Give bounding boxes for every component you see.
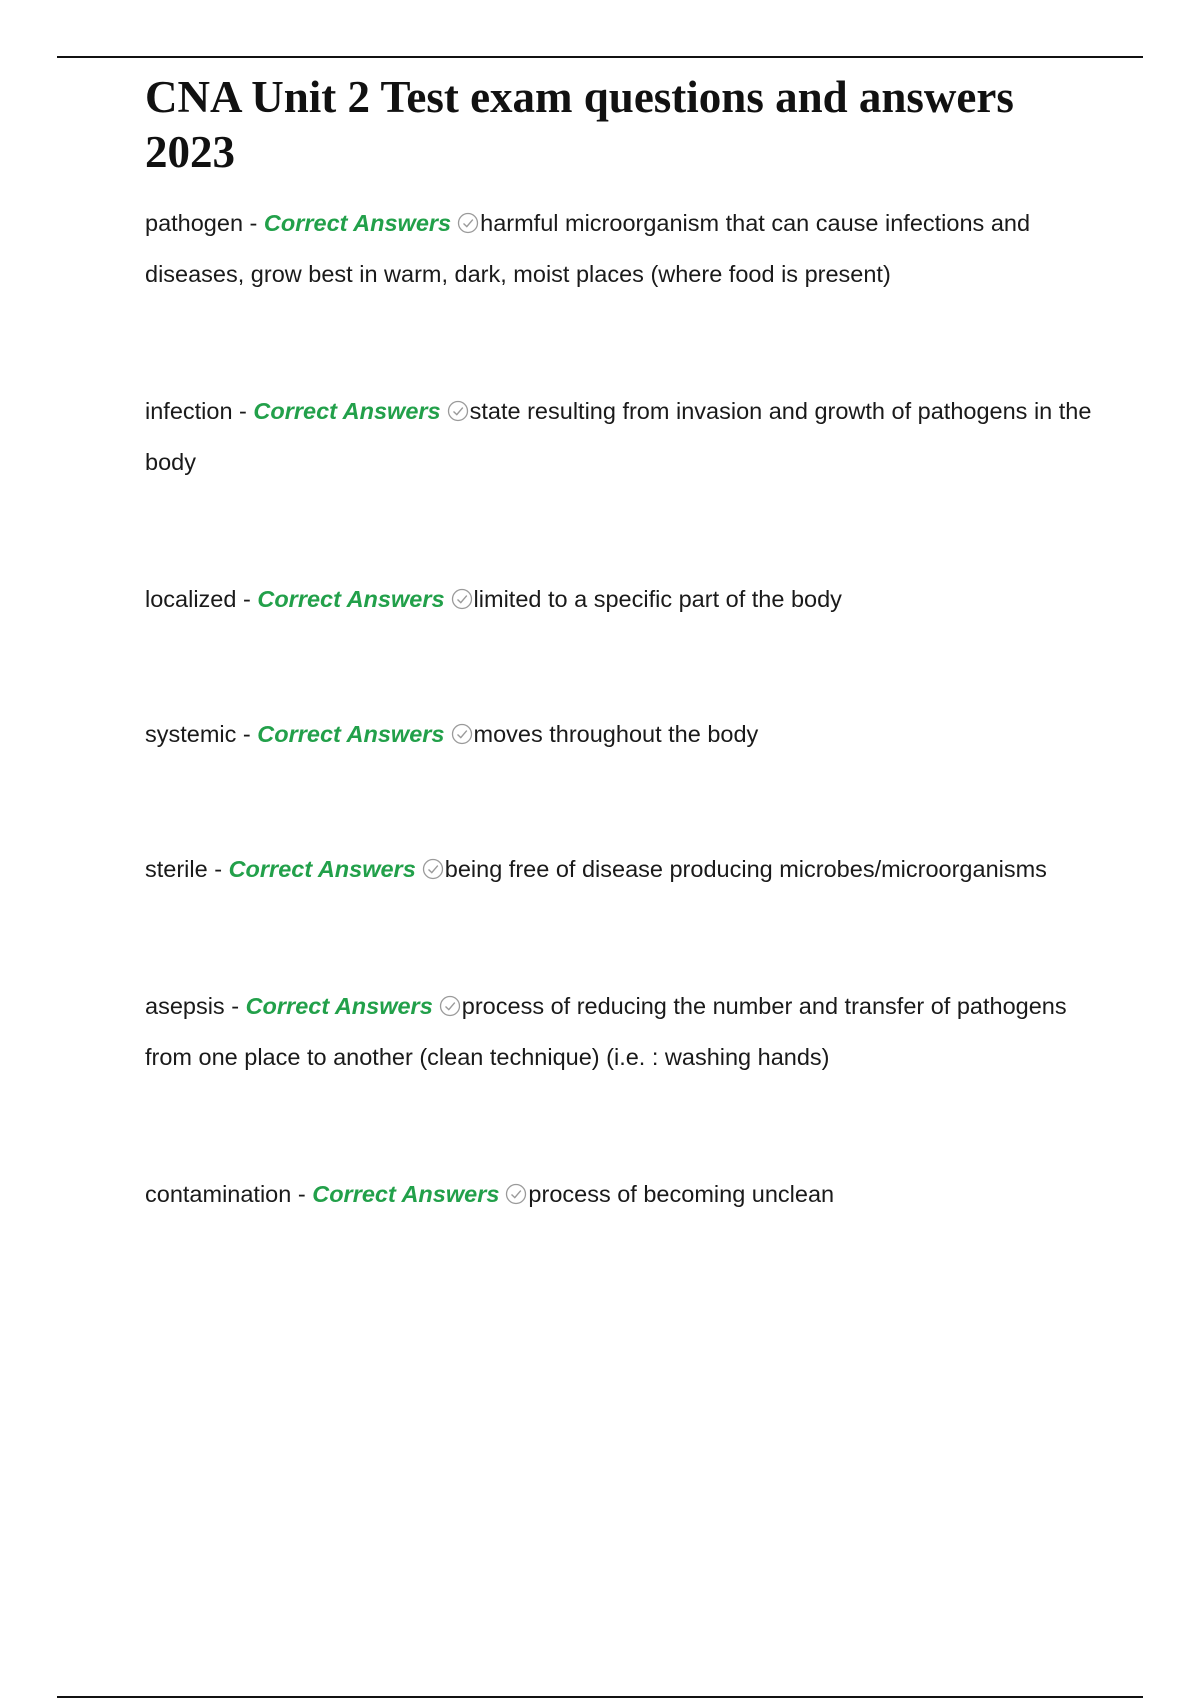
qa-item	[145, 198, 1105, 300]
qa-item	[145, 574, 1105, 625]
qa-separator: -	[236, 721, 258, 747]
correct-answers-label: Correct Answers	[245, 993, 433, 1019]
qa-separator: -	[243, 210, 264, 236]
checkmark-badge-icon	[439, 995, 461, 1017]
correct-answers-label: Correct Answers	[312, 1181, 500, 1207]
qa-definition: moves throughout the body	[473, 721, 759, 747]
correct-answers-label: Correct Answers	[257, 586, 445, 612]
qa-term: asepsis	[145, 993, 225, 1019]
checkmark-badge-icon	[451, 588, 473, 610]
bottom-rule	[57, 1696, 1143, 1698]
qa-definition: process of becoming unclean	[528, 1181, 835, 1207]
qa-definition: process of reducing the number and transfer of pathogens from one place to another (clean technique) (i.e. : washing hands)	[145, 993, 1067, 1070]
correct-answers-label: Correct Answers	[257, 721, 445, 747]
qa-item	[145, 1169, 1105, 1220]
qa-term: contamination	[145, 1181, 292, 1207]
qa-item	[145, 981, 1105, 1083]
checkmark-badge-icon	[451, 723, 473, 745]
qa-separator: -	[232, 398, 254, 424]
qa-item	[145, 386, 1105, 488]
qa-term: pathogen	[145, 210, 244, 236]
correct-answers-label: Correct Answers	[228, 856, 416, 882]
correct-answers-label: Correct Answers	[253, 398, 441, 424]
qa-term: systemic	[145, 721, 237, 747]
qa-term: localized	[145, 586, 237, 612]
qa-definition: harmful microorganism that can cause infections and diseases, grow best in warm, dark, moist places (where food is present)	[145, 210, 1031, 287]
correct-answers-label: Correct Answers	[263, 210, 452, 236]
qa-separator: -	[291, 1181, 313, 1207]
top-rule	[57, 56, 1143, 58]
checkmark-badge-icon	[447, 400, 469, 422]
qa-term: infection	[145, 398, 233, 424]
document-content	[145, 70, 1105, 1220]
qa-term: sterile	[145, 856, 208, 882]
qa-separator: -	[236, 586, 258, 612]
qa-definition: limited to a specific part of the body	[473, 586, 842, 612]
qa-separator: -	[207, 856, 229, 882]
qa-definition: state resulting from invasion and growth of pathogens in the body	[145, 398, 1092, 475]
qa-definition: being free of disease producing microbes/microorganisms	[444, 856, 1047, 882]
qa-item	[145, 844, 1105, 895]
checkmark-badge-icon	[505, 1183, 527, 1205]
checkmark-badge-icon	[422, 858, 444, 880]
qa-separator: -	[224, 993, 246, 1019]
checkmark-badge-icon	[457, 212, 479, 234]
document-title: CNA Unit 2 Test exam questions and answers 2023	[145, 72, 1014, 177]
qa-item	[145, 709, 1105, 760]
